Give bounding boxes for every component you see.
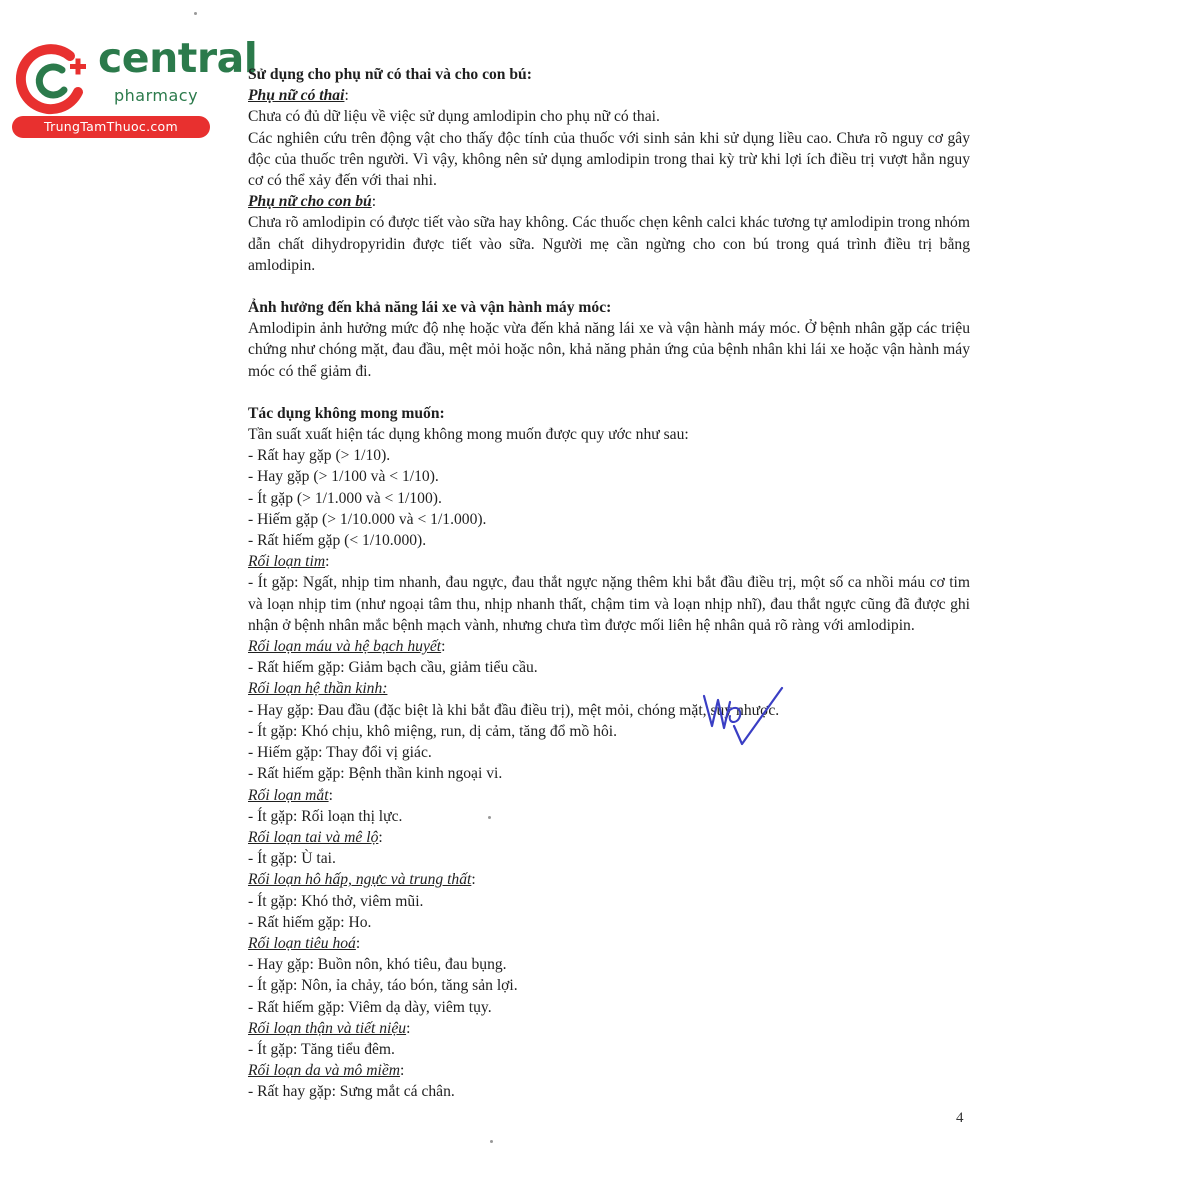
pregnancy-heading: Sử dụng cho phụ nữ có thai và cho con bú: xyxy=(248,66,532,83)
frequency-intro: Tần suất xuất hiện tác dụng không mong muốn được quy ước như sau: xyxy=(248,426,689,444)
brand-name: central xyxy=(98,34,258,82)
brand-site-banner: TrungTamThuoc.com xyxy=(12,116,210,138)
frequency-item: - Ít gặp (> 1/1.000 và < 1/100). xyxy=(248,489,442,507)
brand-logo xyxy=(10,34,258,136)
scan-speck xyxy=(488,816,491,819)
pregnant-paragraph-1: Chưa có đủ dữ liệu về việc sử dụng amlodipin cho phụ nữ có thai. xyxy=(248,108,660,126)
frequency-item: - Rất hay gặp (> 1/10). xyxy=(248,447,391,465)
respiratory-item: - Ít gặp: Khó thở, viêm mũi. xyxy=(248,892,424,910)
ear-category: Rối loạn tai và mê lộ: xyxy=(248,828,383,846)
cardiac-category: Rối loạn tim: xyxy=(248,553,330,571)
nervous-category xyxy=(248,678,970,699)
nervous-item: - Rất hiếm gặp: Bệnh thần kinh ngoại vi. xyxy=(248,765,503,783)
pregnant-paragraph-2: Các nghiên cứu trên động vật cho thấy độc tính của thuốc với sinh sản khi sử dụng liều cao. Chưa rõ nguy cơ gây độc của thuốc trên người. Vì vậy, không nên sử dụng amlodipin trong thai kỳ trừ khi lợi ích điều trị vượt hẳn nguy cơ có thể xảy đến với thai nhi. xyxy=(248,129,970,190)
skin-category-text: Rối loạn da và mô miềm xyxy=(248,1062,401,1080)
pregnant-subheading-text: Phụ nữ có thai xyxy=(248,87,345,105)
breastfeeding-subheading-text: Phụ nữ cho con bú xyxy=(248,193,372,211)
scan-speck xyxy=(194,12,197,15)
ear-category-text: Rối loạn tai và mê lộ xyxy=(248,828,379,846)
central-pharmacy-logo-icon xyxy=(12,40,92,120)
cardiac-category-text: Rối loạn tim xyxy=(248,553,326,571)
breastfeeding-subheading: Phụ nữ cho con bú: xyxy=(248,193,377,211)
skin-item: - Rất hay gặp: Sưng mắt cá chân. xyxy=(248,1083,455,1101)
eye-category: Rối loạn mắt: xyxy=(248,786,333,804)
frequency-item: - Rất hiếm gặp (< 1/10.000). xyxy=(248,532,427,550)
respiratory-item: - Rất hiếm gặp: Ho. xyxy=(248,913,372,931)
renal-category-text: Rối loạn thận và tiết niệu xyxy=(248,1019,407,1037)
renal-item: - Ít gặp: Tăng tiểu đêm. xyxy=(248,1040,395,1058)
gi-category: Rối loạn tiêu hoá: xyxy=(248,934,361,952)
driving-heading: Ảnh hưởng đến khả năng lái xe và vận hành máy móc: xyxy=(248,299,612,317)
frequency-item: - Hay gặp (> 1/100 và < 1/10). xyxy=(248,468,439,486)
document-body xyxy=(248,64,970,1103)
blood-category: Rối loạn máu và hệ bạch huyết: xyxy=(248,638,446,656)
skin-category: Rối loạn da và mô miềm: xyxy=(248,1062,405,1080)
brand-tagline: pharmacy xyxy=(114,86,199,105)
nervous-item: - Hiếm gặp: Thay đổi vị giác. xyxy=(248,744,432,762)
respiratory-category-text: Rối loạn hô hấp, ngực và trung thất xyxy=(248,871,472,889)
gi-item: - Rất hiếm gặp: Viêm dạ dày, viêm tụy. xyxy=(248,998,492,1016)
respiratory-category: Rối loạn hô hấp, ngực và trung thất: xyxy=(248,871,476,889)
nervous-category-text: Rối loạn hệ thần kinh: xyxy=(248,680,388,698)
nervous-item: - Ít gặp: Khó chịu, khô miệng, run, dị cảm, tăng đổ mồ hôi. xyxy=(248,722,617,740)
scan-speck xyxy=(490,1140,493,1143)
blood-category-text: Rối loạn máu và hệ bạch huyết xyxy=(248,638,442,656)
blood-item: - Rất hiếm gặp: Giảm bạch cầu, giảm tiểu cầu. xyxy=(248,659,538,677)
eye-item: - Ít gặp: Rối loạn thị lực. xyxy=(248,807,403,825)
cardiac-paragraph: - Ít gặp: Ngất, nhịp tim nhanh, đau ngực, đau thắt ngực nặng thêm khi bắt đầu điều trị, một số ca nhồi máu cơ tim và loạn nhịp tim (như ngoại tâm thu, nhịp nhanh thất, chậm tim và loạn nhịp nhĩ), đau thắt ngực cũng đã được ghi nhận ở bệnh nhân mắc bệnh mạch vành, nhưng chưa tìm được mối liên hệ nhân quả rõ ràng với amlodipin. xyxy=(248,574,970,634)
driving-paragraph: Amlodipin ảnh hưởng mức độ nhẹ hoặc vừa đến khả năng lái xe và vận hành máy móc. Ở bệnh nhân gặp các triệu chứng như chóng mặt, đau đầu, mệt mỏi hoặc nôn, khả năng phản ứng của bệnh nhân khi lái xe hoặc vận hành máy móc có thể giảm đi. xyxy=(248,320,970,380)
eye-category-text: Rối loạn mắt xyxy=(248,786,329,804)
gi-item: - Ít gặp: Nôn, ỉa chảy, táo bón, tăng sản lợi. xyxy=(248,977,518,995)
gi-category-text: Rối loạn tiêu hoá xyxy=(248,934,356,952)
frequency-item: - Hiếm gặp (> 1/10.000 và < 1/1.000). xyxy=(248,510,487,528)
nervous-item: - Hay gặp: Đau đầu (đặc biệt là khi bắt đầu điều trị), mệt mỏi, chóng mặt, suy nhược. xyxy=(248,701,780,719)
pregnant-subheading: Phụ nữ có thai: xyxy=(248,87,349,105)
breastfeeding-paragraph: Chưa rõ amlodipin có được tiết vào sữa hay không. Các thuốc chẹn kênh calci khác tương tự amlodipin trong nhóm dẫn chất dihydropyridin được tiết vào sữa. Người mẹ cần ngừng cho con bú trong quá trình điều trị bằng amlodipin. xyxy=(248,214,970,274)
ear-item: - Ít gặp: Ù tai. xyxy=(248,850,336,868)
adverse-heading: Tác dụng không mong muốn: xyxy=(248,404,445,422)
renal-category: Rối loạn thận và tiết niệu: xyxy=(248,1019,411,1037)
page-number: 4 xyxy=(956,1110,964,1126)
gi-item: - Hay gặp: Buồn nôn, khó tiêu, đau bụng. xyxy=(248,956,507,974)
handwritten-signature-icon xyxy=(698,682,786,752)
